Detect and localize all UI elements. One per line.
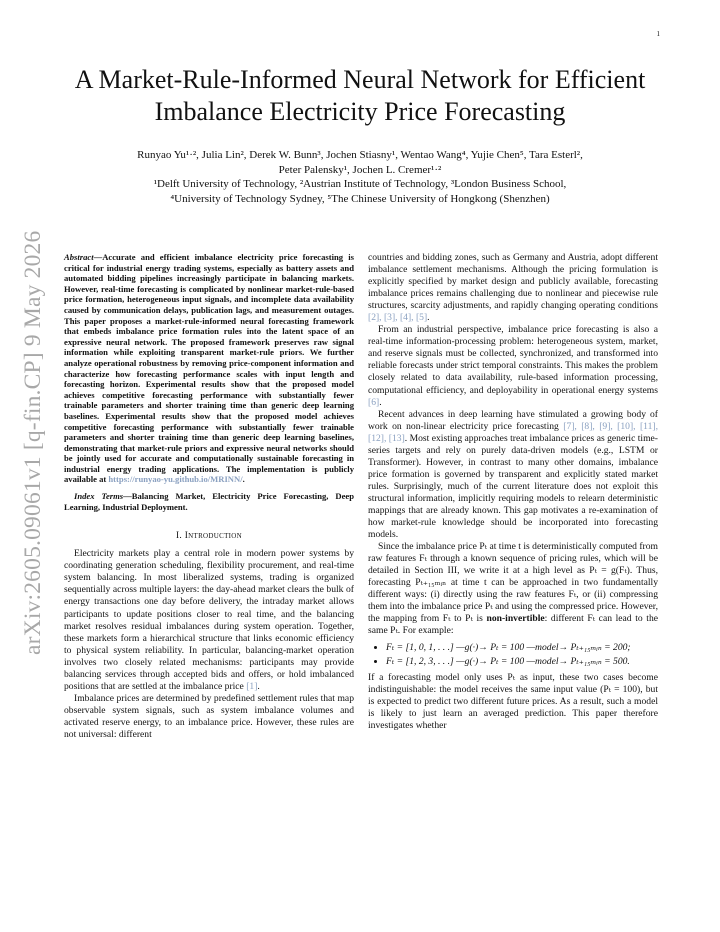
page-number: 1 <box>656 30 660 38</box>
abstract-text: —Accurate and efficient imbalance electricity price forecasting is critical for industrial energy trading systems, especially as battery assets and automated bidding pipelines increasingly participate in balancing markets. However, real-time forecasting is complicated by nonlinear market-rule-based price formation, heterogeneous input signals, and incomplete data availability caused by communication delays, publication lags, and measurement outages. This paper proposes a market-rule-informed neural forecasting framework that embeds imbalance price formation rules into the latent space of an expressive neural network. The proposed framework preserves raw signal information while exploiting transparent market-rule priors. We further analyze operational robustness by removing price-component information and characterize how forecasting performance scales with input length and forecasting horizon. Experimental results show that the proposed model achieves competitive forecasting performance with substantially fewer trainable parameters and shorter training time than generic deep learning baselines. Experimental results show that the proposed model achieves competitive forecasting performance with substantially fewer trainable parameters and shorter training time than generic deep learning baselines, demonstrating that market-rule priors and expressive neural networks should be jointly used for accurate and computationally sustainable forecasting in industrial energy trading applications. The implementation is publicly available at <box>64 252 354 485</box>
abstract-end: . <box>242 474 245 485</box>
intro-paragraph-3 <box>368 252 658 324</box>
left-column <box>64 252 354 741</box>
affiliation-line-2: ⁴University of Technology Sydney, ⁵The Chinese University of Hongkong (Shenzhen) <box>170 192 550 205</box>
citation-link[interactable]: [2], [3], [4], [5] <box>368 312 428 324</box>
title-block <box>60 64 660 128</box>
arxiv-stamp: arXiv:2605.09061v1 [q-fin.CP] 9 May 2026 <box>20 230 46 655</box>
example-item: • Fₜ = [1, 0, 1, . . .] —g(·)→ Pₜ = 100 —model→ Pₜ₊₁₅ₘᵢₙ = 200; <box>386 642 658 654</box>
intro-paragraph-6 <box>368 541 658 637</box>
section-heading-introduction <box>64 530 354 542</box>
author-list <box>60 148 660 177</box>
paragraph-text: If a forecasting model only uses Pₜ as input, these two cases become indistinguishable: the model receives the same input value (Pₜ = 100), but is expected to predict two different future prices. As a result, such a model is likely to just learn an averaged prediction. This paper therefore investigates whether <box>368 671 658 731</box>
affiliation-line-1: ¹Delft University of Technology, ²Austrian Institute of Technology, ³London Business School, <box>153 178 567 190</box>
intro-paragraph-5 <box>368 409 658 542</box>
implementation-link[interactable]: https://runyao-yu.github.io/MRINN/ <box>108 474 243 485</box>
section-title: Introduction <box>184 531 242 542</box>
index-terms <box>64 491 354 512</box>
paragraph-text: . Most existing approaches treat imbalance prices as generic time-series targets and rely on purely data-driven models (e.g., LSTM or Transformer). However, in contrast to many other domains, imbalance price formation is governed by transparent and explicitly stated market rules. Surprisingly, much of the current literature does not exploit this structural information, implicitly requiring models to relearn deterministic mappings that are already known. This gap motivates a re-examination of how market-rule knowledge should be incorporated into forecasting models. <box>368 432 658 541</box>
example-list <box>368 642 658 668</box>
paragraph-text: Electricity markets play a central role in modern power systems by coordinating generation scheduling, flexibility procurement, and real-time system balancing. In most liberalized systems, trading is organized sequentially across multiple layers: the day-ahead market clears the bulk of energy transactions one day before delivery, the intraday market allows participants to update positions closer to real time, and the balancing market resolves residual imbalances during system operation. Together, these markets form a hierarchical structure that links economic efficiency to physical system reliability. In particular, balancing-market operation involves two closely related mechanisms: participants may provide balancing services through accepted bids and offers, or hold imbalanced positions that are settled at the imbalance price <box>64 548 354 692</box>
paragraph-text: Since the imbalance price Pₜ at time t is deterministically computed from raw features Fₜ through a known sequence of pricing rules, which will be detailed in Section III, we write it at a high level as Pₜ = g(Fₜ). Thus, forecasting Pₜ₊₁₅ₘᵢₙ at time t can be approached in two fundamentally different ways: (i) directly using the raw features Fₜ, or (ii) compressing them into the imbalance price Pₜ and using the compressed price. However, the mapping from Fₜ to Pₜ is <box>368 541 658 625</box>
intro-paragraph-4 <box>368 324 658 408</box>
paragraph-end: . <box>257 680 260 692</box>
authors-line-2: Peter Palensky¹, Jochen L. Cremer¹·² <box>278 163 442 176</box>
bold-term: non-invertible <box>486 613 545 625</box>
paragraph-end: . <box>427 312 430 324</box>
section-numeral: I. <box>176 531 185 542</box>
paragraph-end: . <box>379 396 382 408</box>
paragraph-text: From an industrial perspective, imbalance price forecasting is also a real-time information-processing problem: heterogeneous system, market, and reserve signals must be collected, synchronized, and transformed into reliable forecasts under strict temporal constraints. This makes the problem closely related to data availability, rule-based information processing, computational efficiency, and deployability in operational energy systems <box>368 324 658 396</box>
intro-paragraph-2 <box>64 693 354 741</box>
authors-line-1: Runyao Yu¹·², Julia Lin², Derek W. Bunn³, Jochen Stiasny¹, Wentao Wang⁴, Yujie Chen⁵, Tara Esterl², <box>137 149 583 161</box>
intro-paragraph-7 <box>368 672 658 732</box>
paper-title: A Market-Rule-Informed Neural Network for Efficient Imbalance Electricity Price Forecasting <box>74 65 646 126</box>
abstract <box>64 252 354 485</box>
paragraph-text: Imbalance prices are determined by predefined settlement rules that map observable system signals, such as system imbalance volumes and activated reserve energy, to an imbalance price. However, these rules are not universal: different <box>64 692 354 740</box>
paragraph-text: countries and bidding zones, such as Germany and Austria, adopt different imbalance settlement mechanisms. Although the pricing formulation is explicitly specified by market design and publicly available, forecasting imbalance prices remains challenging due to nonlinear and piecewise rule structures, scarcity adjustments, and rapidly changing operating conditions <box>368 252 658 312</box>
index-terms-label: Index Terms <box>74 491 124 502</box>
intro-paragraph-1 <box>64 548 354 693</box>
affiliations <box>60 177 660 206</box>
index-terms-text: —Balancing Market, Electricity Price Forecasting, Deep Learning, Industrial Deployment. <box>64 491 355 512</box>
citation-link[interactable]: [6] <box>368 396 380 408</box>
paragraph-end: : different Fₜ can lead to the same Pₜ. For example: <box>368 613 658 637</box>
citation-link[interactable]: [7], [8], [9], [10], [11], [12], [13] <box>368 420 658 444</box>
paragraph-text: Recent advances in deep learning have stimulated a growing body of work on non-linear electricity price forecasting <box>368 408 658 432</box>
right-column <box>368 252 658 732</box>
abstract-label: Abstract <box>64 252 94 262</box>
example-item: • Fₜ = [1, 2, 3, . . .] —g(·)→ Pₜ = 100 —model→ Pₜ₊₁₅ₘᵢₙ = 500. <box>386 656 658 668</box>
citation-link[interactable]: [1] <box>246 680 258 692</box>
